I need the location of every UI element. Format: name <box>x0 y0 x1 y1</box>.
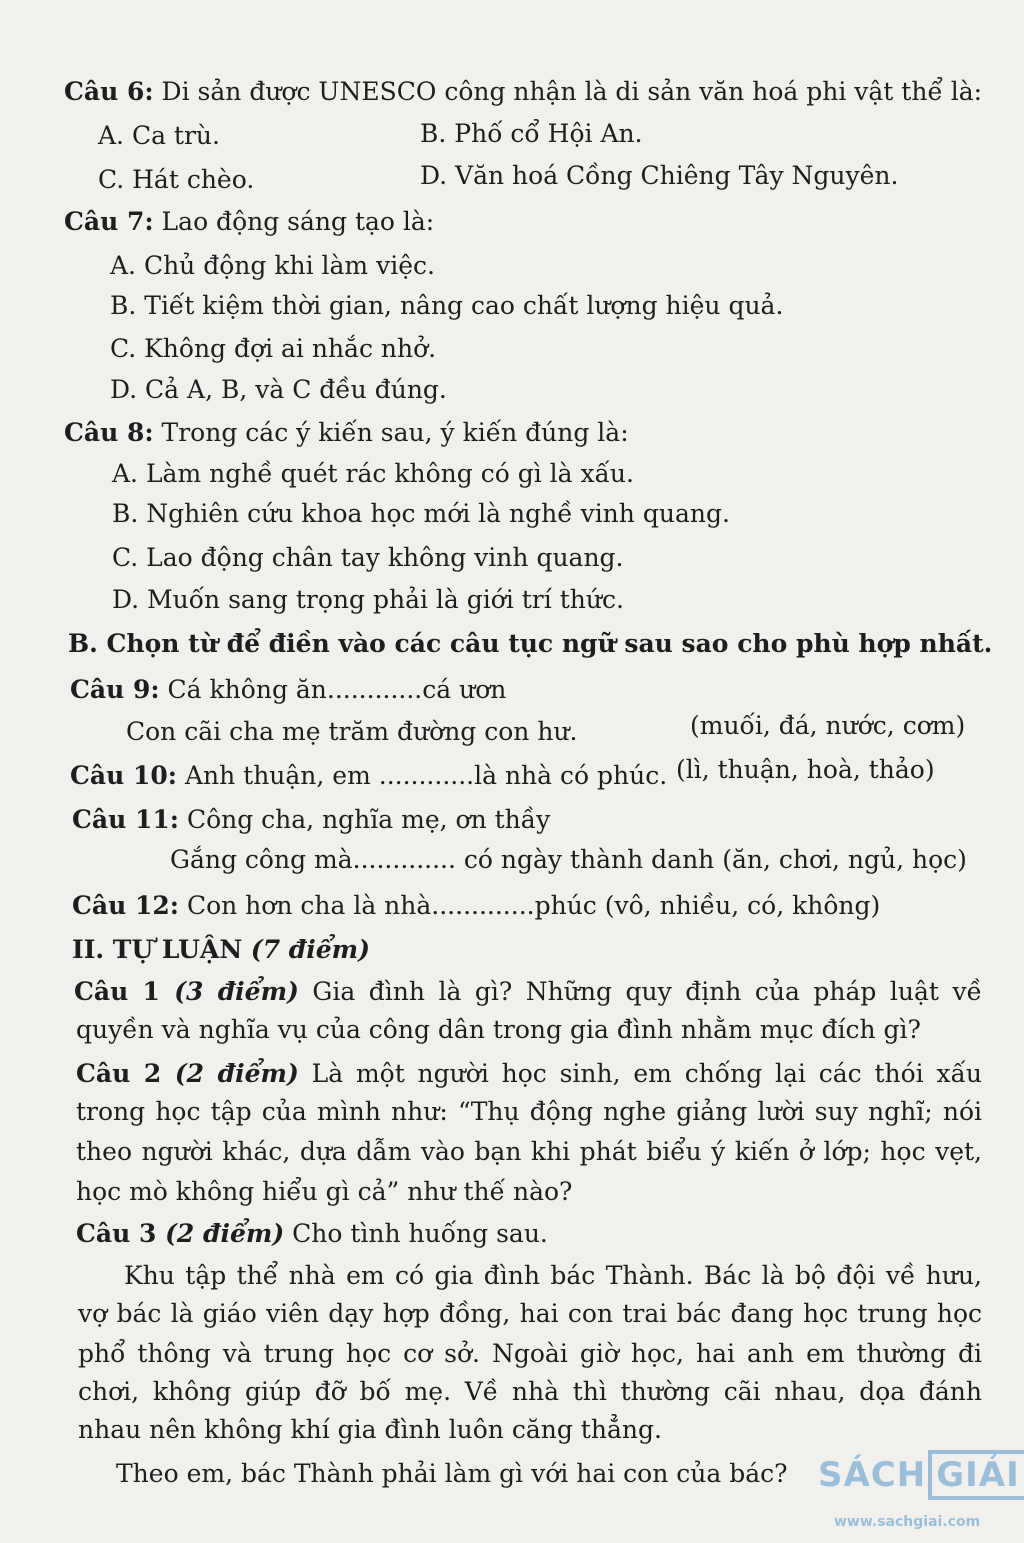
question-10-options: (lì, thuận, hoà, thảo) <box>676 755 935 784</box>
question-12 <box>72 890 880 922</box>
question-text: Cá không ăn............cá ươn <box>159 675 507 704</box>
sachgiai-watermark <box>818 1440 1024 1543</box>
question-text: Cho tình huống sau. <box>284 1219 548 1248</box>
option-b: B. Phố cổ Hội An. <box>420 119 643 148</box>
question-8 <box>64 417 629 449</box>
question-6 <box>64 76 982 108</box>
section-points: (7 điểm) <box>250 935 370 964</box>
situation-paragraph-line5: nhau nên không khí gia đình luôn căng thẳng. <box>78 1415 662 1444</box>
question-text: Gia đình là gì? Những quy định của pháp luật về <box>298 977 982 1006</box>
question-label: Câu 6: <box>64 77 154 106</box>
question-label: Câu 2 <box>76 1059 175 1088</box>
watermark-logo-part2: GIẢI <box>928 1450 1024 1500</box>
watermark-url: www.sachgiai.com <box>834 1514 981 1530</box>
question-label: Câu 9: <box>70 675 160 704</box>
option-c: C. Không đợi ai nhắc nhở. <box>110 334 437 363</box>
option-b: B. Nghiên cứu khoa học mới là nghề vinh quang. <box>112 499 730 528</box>
essay-question-2 <box>76 1058 982 1090</box>
essay-question-2-line4: học mò không hiểu gì cả” như thế nào? <box>76 1177 573 1206</box>
watermark-logo <box>818 1450 1024 1500</box>
question-label: Câu 1 <box>74 977 175 1006</box>
situation-paragraph-line4: chơi, không giúp đỡ bố mẹ. Về nhà thì thường cãi nhau, dọa đánh <box>78 1377 982 1406</box>
question-label: Câu 3 <box>76 1219 166 1248</box>
essay-question-1-line2: quyền và nghĩa vụ của công dân trong gia đình nhằm mục đích gì? <box>76 1015 921 1044</box>
option-d: D. Muốn sang trọng phải là giới trí thức. <box>112 585 624 614</box>
watermark-logo-part1: SÁCH <box>818 1455 927 1495</box>
option-a: A. Ca trù. <box>98 121 220 150</box>
question-9-line2: Con cãi cha mẹ trăm đường con hư. <box>126 717 578 746</box>
question-label: Câu 8: <box>64 418 154 447</box>
essay-question-1 <box>74 976 982 1008</box>
question-text: Con hơn cha là nhà.............phúc (vô, nhiều, có, không) <box>179 891 881 920</box>
option-d: D. Văn hoá Cồng Chiêng Tây Nguyên. <box>420 161 899 190</box>
question-10 <box>70 760 667 792</box>
option-a: A. Chủ động khi làm việc. <box>110 251 435 280</box>
option-a: A. Làm nghề quét rác không có gì là xấu. <box>112 459 634 488</box>
essay-question-3-prompt: Theo em, bác Thành phải làm gì với hai con của bác? <box>116 1459 788 1488</box>
question-9-options: (muối, đá, nước, cơm) <box>690 711 966 740</box>
question-11 <box>72 804 550 836</box>
question-text: Di sản được UNESCO công nhận là di sản văn hoá phi vật thể là: <box>153 77 983 106</box>
question-points: (3 điểm) <box>174 977 299 1006</box>
situation-paragraph-line3: phổ thông và trung học cơ sở. Ngoài giờ học, hai anh em thường đi <box>78 1339 982 1368</box>
question-11-line2: Gắng công mà............. có ngày thành danh (ăn, chơi, ngủ, học) <box>170 845 967 874</box>
situation-paragraph-line1: Khu tập thể nhà em có gia đình bác Thành. Bác là bộ đội về hưu, <box>124 1261 982 1290</box>
situation-paragraph-line2: vợ bác là giáo viên dạy hợp đồng, hai con trai bác đang học trung học <box>78 1299 982 1328</box>
question-label: Câu 11: <box>72 805 179 834</box>
option-c: C. Lao động chân tay không vinh quang. <box>112 543 624 572</box>
option-b: B. Tiết kiệm thời gian, nâng cao chất lượng hiệu quả. <box>110 291 784 320</box>
question-points: (2 điểm) <box>165 1219 285 1248</box>
essay-question-3 <box>76 1218 548 1250</box>
question-text: Là một người học sinh, em chống lại các thói xấu <box>298 1059 982 1088</box>
question-text: Anh thuận, em ............là nhà có phúc. <box>177 761 668 790</box>
question-label: Câu 12: <box>72 891 179 920</box>
option-c: C. Hát chèo. <box>98 165 255 194</box>
essay-question-2-line2: trong học tập của mình như: “Thụ động nghe giảng lười suy nghĩ; nói <box>76 1097 982 1126</box>
question-text: Trong các ý kiến sau, ý kiến đúng là: <box>153 418 629 447</box>
question-points: (2 điểm) <box>174 1059 299 1088</box>
section-title: II. TỰ LUẬN <box>72 935 251 964</box>
option-d: D. Cả A, B, và C đều đúng. <box>110 375 447 404</box>
question-9 <box>70 674 506 706</box>
question-label: Câu 10: <box>70 761 177 790</box>
question-7 <box>64 206 434 238</box>
question-text: Lao động sáng tạo là: <box>153 207 435 236</box>
question-text: Công cha, nghĩa mẹ, ơn thầy <box>179 805 551 834</box>
section-b-heading: B. Chọn từ để điền vào các câu tục ngữ sau sao cho phù hợp nhất. <box>68 629 993 658</box>
section-ii-heading <box>72 934 370 966</box>
question-label: Câu 7: <box>64 207 154 236</box>
essay-question-2-line3: theo người khác, dựa dẫm vào bạn khi phát biểu ý kiến ở lớp; học vẹt, <box>76 1137 982 1166</box>
